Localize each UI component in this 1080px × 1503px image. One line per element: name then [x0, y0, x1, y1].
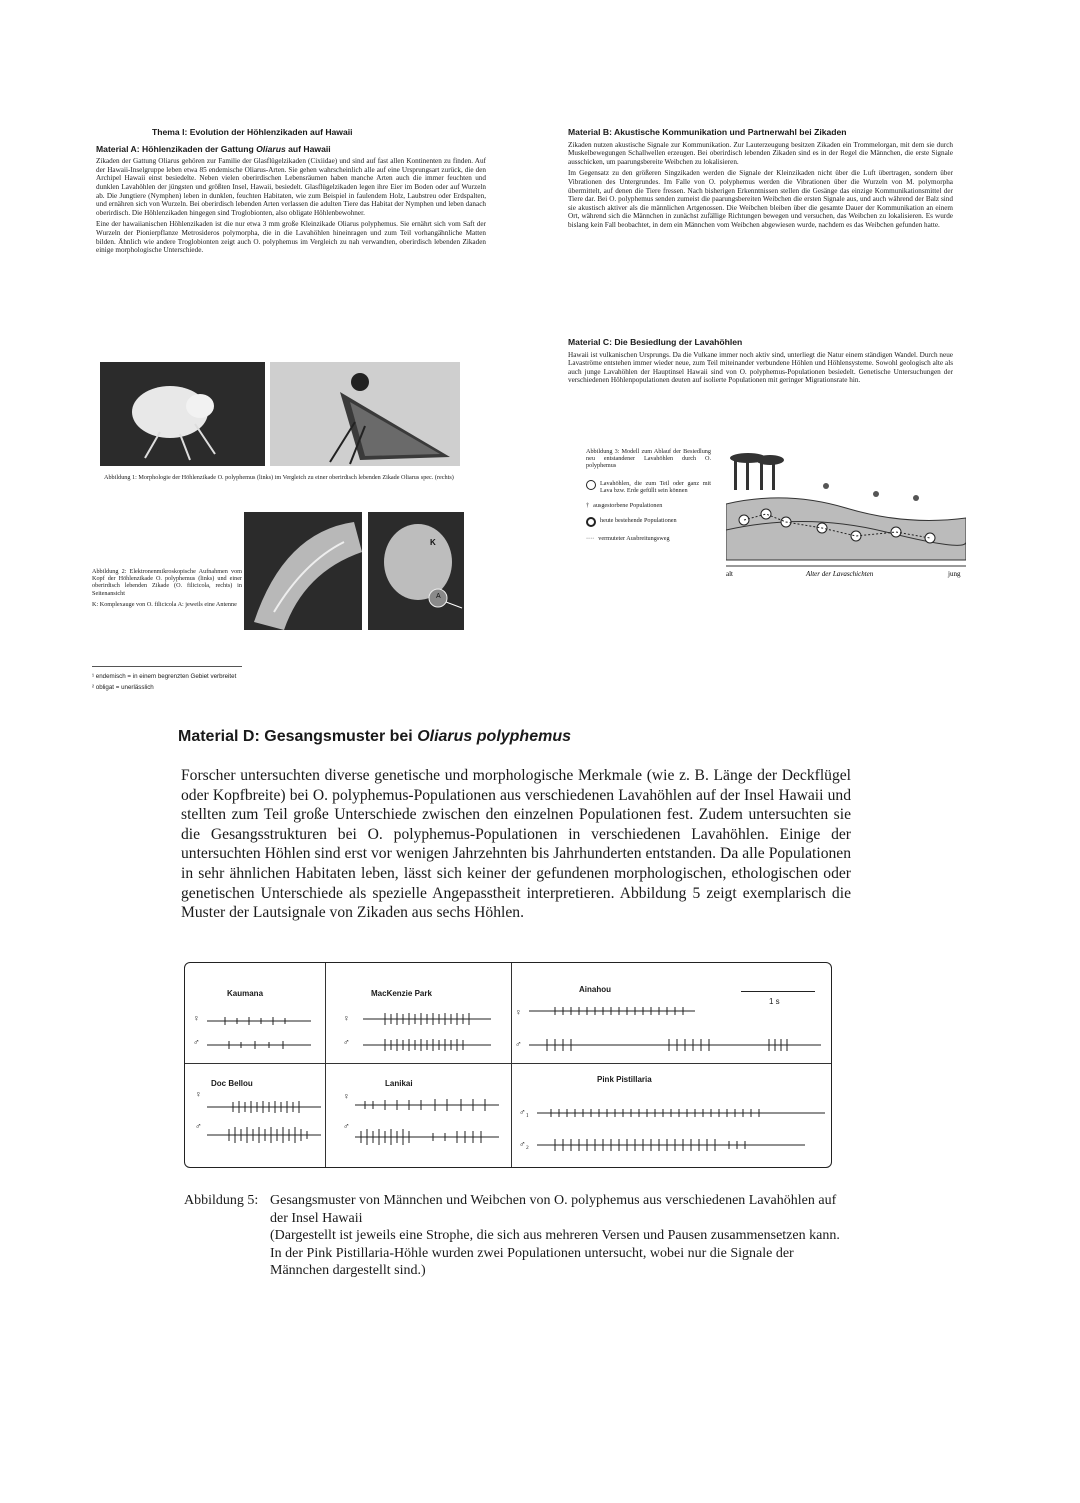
male-symbol: ♂: [343, 1037, 350, 1047]
label-k: K: [430, 538, 436, 547]
footnote-obligat: ² obligat = unerlässlich: [92, 684, 154, 691]
sem-head-cave-cicada: [244, 512, 362, 630]
female-symbol: ♀: [343, 1091, 350, 1101]
cave-title-doc-bellou: Doc Bellou: [211, 1079, 253, 1088]
female-symbol: ♀: [343, 1013, 350, 1023]
legend-route: ···· vermuteter Ausbreitungsweg: [586, 535, 670, 543]
female-symbol: ♀: [193, 1013, 200, 1023]
material-c-paragraph: Hawaii ist vulkanischen Ursprungs. Da die Vulkane immer noch aktiv sind, unterliegt die Natur einem ständigen Wandel. Durch neue Lavaströme entstehen immer wieder neue, zum Teil miteinander verbundene Höhlen und Höhlensysteme. Sowohl geologisch alte als auch junge Lavahöhlen der Hauptinsel Hawaii sind von O. polyphemus-Populationen besiedelt. Genetische Untersuchungen der verschiedenen Höhlenpopulationen deuten auf isolierte Populationen mit geringer Migrationsrate hin.: [568, 350, 953, 385]
caption-label: Abbildung 5:: [184, 1193, 259, 1208]
axis-label: Alter der Lavaschichten: [806, 570, 874, 578]
material-b-title: Material B: Akustische Kommunikation und Partnerwahl bei Zikaden: [568, 127, 847, 137]
material-d-body: Forscher untersuchten diverse genetische und morphologische Merkmale (wie z. B. Länge der Deckflügel oder Kopfbreite) bei O. polyphemus-Populationen aus verschiedenen Lavahöhlen auf der Insel Hawaii und stellten zum Teil große Unterschiede zwischen den einzelnen Populationen fest. Zudem untersuchten sie die Gesangsstrukturen bei O. polyphemus-Populationen in verschiedenen Lavahöhlen. Einige der untersuchten Höhlen sind erst vor wenigen Jahrzehnten bis Jahrhunderten entstanden. Da alle Populationen in sehr ähnlichen Habitaten leben, lässt sich keiner der gefundenen morphologischen, ethologischen oder genetischen Unterschiede als spezielle Angepasstheit interpretieren. Abbildung 5 zeigt exemplarisch die Muster der Lautsignale von Zikaden aus sechs Höhlen.: [181, 767, 851, 922]
sem-head-surface-cicada: [368, 512, 464, 630]
material-b-column: [568, 128, 953, 233]
male-symbol: ♂: [193, 1037, 200, 1047]
material-c-title: Material C: Die Besiedlung der Lavahöhlen: [568, 337, 743, 347]
cave-title-ainahou: Ainahou: [579, 985, 611, 994]
scanned-worksheet-top: [86, 118, 986, 708]
male-symbol: ♂: [515, 1039, 522, 1049]
legend-cave: Lavahöhlen, die zum Teil oder ganz mit Lava bzw. Erde gefüllt sein können: [586, 480, 711, 494]
label-a: A: [436, 593, 441, 600]
material-b-paragraph-2: Im Gegensatz zu den größeren Singzikaden werden die Signale der Kleinzikaden nicht über die Luft übertragen, sondern über Vibrationen des Untergrundes. Im Falle von O. polyphemus werden die Vibrationen über die Wurzeln von M. polymorpha übermittelt, auf denen die Tiere fressen. Nach bisherigen Erkenntnissen stellen die Gesänge das einzige Kommunikationsmittel der Tiere dar. Bei O. polyphemus senden zumeist die paarungsbereiten Weibchen die ersten Signale aus, und auch während der Balz sind sie akustisch aktiver als die männlichen Artgenossen. Die Weibchen bleiben über die gesamte Dauer der Kommunikation an einem Ort, während sich die Männchen in zunächst zufällige Richtungen bewegen und versuchen, das Weibchen zu lokalisieren. Es wurde bislang kein Fall beobachtet, in dem ein Männchen vom Weibchen abgewiesen wurde, nachdem es das Weibchen gefunden hatte.: [568, 169, 953, 229]
material-a-paragraph-2: Eine der hawaiianischen Höhlenzikaden ist die nur etwa 3 mm große Kleinzikade Oliarus polyphemus. Sie ernährt sich vom Saft der Wurzeln der Pionierpflanze Metrosideros polymorpha, die in die Lavahöhlen hineinragen und zum Teil vorhangähnliche Matten bilden. Ähnlich wie andere Troglobionten zeigt auch O. polyphemus im Vergleich zu nah verwandten, oberirdisch lebenden Zikaden einige morphologische Unterschiede.: [96, 220, 486, 255]
male-2-symbol: ♂₂: [519, 1139, 529, 1149]
legend-existing: heute bestehende Populationen: [586, 517, 711, 527]
female-symbol: ♀: [515, 1007, 522, 1017]
cave-circle-icon: [586, 480, 596, 490]
dotted-line-icon: ····: [586, 535, 595, 543]
dagger-icon: †: [586, 502, 590, 510]
cave-title-lanikai: Lanikai: [385, 1079, 413, 1088]
material-a-column: [96, 128, 486, 258]
male-1-symbol: ♂₁: [519, 1107, 529, 1117]
thema-title: Thema I: Evolution der Höhlenzikaden auf Hawaii: [152, 127, 353, 137]
footnote-divider: [92, 666, 242, 667]
material-b-paragraph-1: Zikaden nutzen akustische Signale zur Kommunikation. Zur Lauterzeugung besitzen Zikaden ein Trommelorgan, mit dem sie durch Muskelbewegungen Schallwellen erzeugen. Bei oberirdisch lebenden Zikaden sind es in der Regel die Männchen, die erste Signale ausschicken, um paarungsbereite Weibchen zu lokalisieren.: [568, 140, 953, 166]
cave-title-pink-pistillaria: Pink Pistillaria: [597, 1075, 652, 1084]
material-d-title: Material D: Gesangsmuster bei Oliarus polyphemus: [178, 728, 571, 745]
figure-2-caption: Abbildung 2: Elektronenmikroskopische Aufnahmen vom Kopf der Höhlenzikade O. polyphemus (links) und einer oberirdisch lebenden Zikade (O. filicicola, rechts) in Seitenansicht K: Komplexauge von O. filicicola A: jeweils eine Antenne: [92, 568, 242, 608]
figure-1-caption: Abbildung 1: Morphologie der Höhlenzikade O. polyphemus (links) im Vergleich zu einer oberirdisch lebenden Zikade Oliarus spec. (rechts): [104, 474, 454, 481]
material-a-paragraph-1: Zikaden der Gattung Oliarus gehören zur Familie der Glasflügelzikaden (Cixiidae) und sind auf fast allen Kontinenten zu finden. Auf der Hawaii-Inselgruppe leben etwa 85 endemische Oliarus-Arten. Sie gehen wahrscheinlich alle auf eine Ursprungsart zurück, die den Archipel Hawaii einst besiedelte. Neben vielen oberirdischen Lebensräumen haben manche Arten auch die immer feuchten und dunklen Lavahöhlen der jüngsten und größten Insel, Hawaii, besiedelt. Glasflügelzikaden legen ihre Eier im Boden oder auf Wurzeln ab. Die Jungtiere (Nymphen) leben in dunklen, feuchten Habitaten, wie zum Beispiel in faulendem Holz, Laubstreu oder Erdspalten, und ernähren sich von Wurzeln. Bei oberirdisch lebenden Arten verlassen die adulten Tiere das Habitat der Nymphen und leben danach oberirdisch. Die Höhlenzikaden hingegen sind Troglobionten, also obligate Höhlenbewohner.: [96, 157, 486, 217]
figure-3-colonization-diagram: [726, 450, 966, 580]
dot-circle-icon: [586, 517, 596, 527]
scale-label: 1 s: [769, 997, 780, 1006]
material-a-title: Material A: Höhlenzikaden der Gattung Oliarus auf Hawaii: [96, 143, 331, 154]
male-symbol: ♂: [343, 1121, 350, 1131]
figure-5-song-patterns: [184, 962, 832, 1168]
cave-title-mackenzie: MacKenzie Park: [371, 989, 432, 998]
figure-5-caption: [184, 1192, 844, 1280]
axis-old: alt: [726, 570, 733, 578]
male-symbol: ♂: [195, 1121, 202, 1131]
photo-surface-cicada: [270, 362, 460, 466]
footnote-endemisch: ¹ endemisch = in einem begrenzten Gebiet verbreitet: [92, 673, 237, 680]
material-c-column: [568, 338, 953, 388]
figure-3-legend: Abbildung 3: Modell zum Ablauf der Besiedlung neu entstandener Lavahöhlen durch O. polyphemus Lavahöhlen, die zum Teil oder ganz mit Lava bzw. Erde gefüllt sein können † ausgestorbene Populationen heute bestehende Populationen ···· vermuteter Ausbreitungsweg: [586, 448, 711, 543]
cave-title-kaumana: Kaumana: [227, 989, 264, 998]
photo-cave-cicada: [100, 362, 265, 466]
legend-extinct: † ausgestorbene Populationen: [586, 502, 663, 510]
axis-young: jung: [948, 570, 961, 578]
caption-line-2: (Dargestellt ist jeweils eine Strophe, die sich aus mehreren Versen und Pausen zusammensetzen kann. In der Pink Pistillaria-Höhle wurden zwei Populationen untersucht, wobei nur die Signale der Männchen dargestellt sind.): [270, 1228, 840, 1278]
oscillogram-traces: [185, 963, 831, 1167]
female-symbol: ♀: [195, 1089, 202, 1099]
caption-line-1: Gesangsmuster von Männchen und Weibchen von O. polyphemus aus verschiedenen Lavahöhlen auf der Insel Hawaii: [270, 1193, 837, 1226]
